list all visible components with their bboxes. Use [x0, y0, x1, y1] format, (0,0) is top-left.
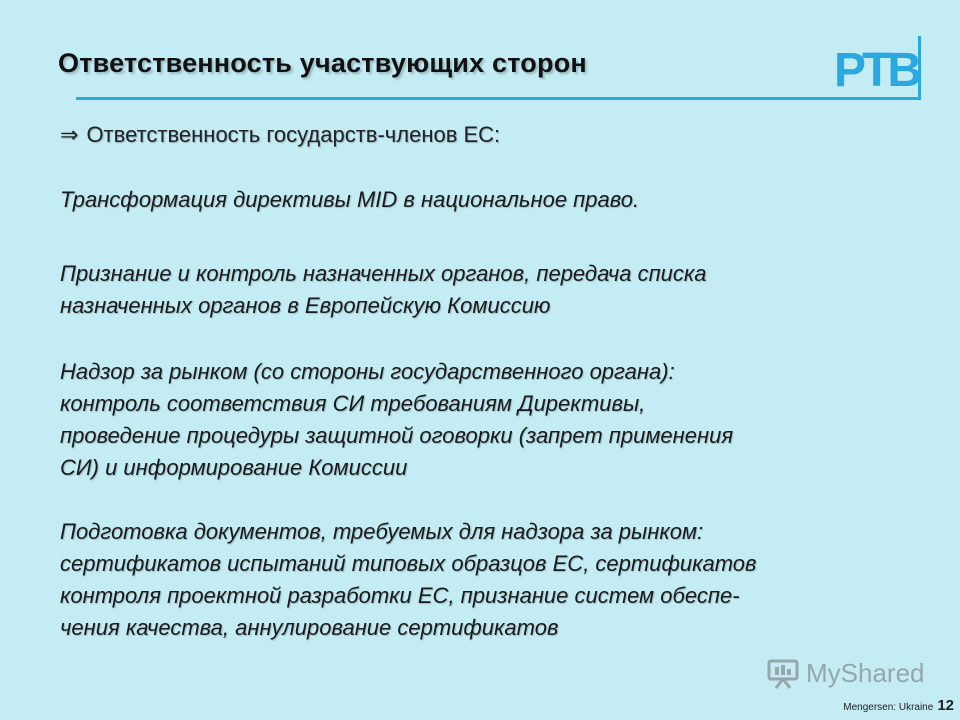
paragraph-line: Признание и контроль назначенных органов, передача списка [60, 261, 707, 286]
paragraph-line: назначенных органов в Европейскую Комиссию [60, 293, 551, 318]
paragraph-line: проведение процедуры защитной оговорки (запрет применения [60, 423, 734, 448]
presentation-icon [766, 656, 800, 690]
paragraph-line: Трансформация директивы MID в национальное право. [60, 187, 640, 212]
title-underline [76, 97, 920, 100]
footer-author: Mengersen: Ukraine [843, 702, 934, 713]
paragraph-line: чения качества, аннулирование сертификатов [60, 615, 559, 640]
paragraph-documents [60, 516, 930, 644]
paragraph-line: Надзор за рынком (со стороны государственного органа): [60, 359, 675, 384]
paragraph-transposition [60, 184, 930, 216]
logo-divider [918, 36, 921, 100]
slide-footer [843, 697, 954, 714]
slide-title: Ответственность участвующих сторон [58, 48, 587, 78]
paragraph-market-surveillance [60, 356, 930, 484]
page-number: 12 [937, 697, 954, 714]
ptb-logo [832, 36, 922, 100]
paragraph-line: сертификатов испытаний типовых образцов ЕС, сертификатов [60, 551, 757, 576]
watermark-text: MyShared [806, 657, 925, 688]
double-arrow-icon: ⇒ [60, 123, 79, 148]
subheading-text: Ответственность государств-членов ЕС: [86, 122, 501, 147]
paragraph-line: Подготовка документов, требуемых для надзора за рынком: [60, 519, 704, 544]
paragraph-line: контроля проектной разработки ЕС, признание систем обеспе- [60, 583, 740, 608]
myshared-watermark [766, 656, 925, 690]
paragraph-line: контроль соответствия СИ требованиям Директивы, [60, 391, 646, 416]
paragraph-line: СИ) и информирование Комиссии [60, 455, 408, 480]
paragraph-notified-bodies [60, 258, 930, 322]
ptb-logo-text: PTB [834, 44, 918, 97]
subheading [60, 122, 500, 148]
